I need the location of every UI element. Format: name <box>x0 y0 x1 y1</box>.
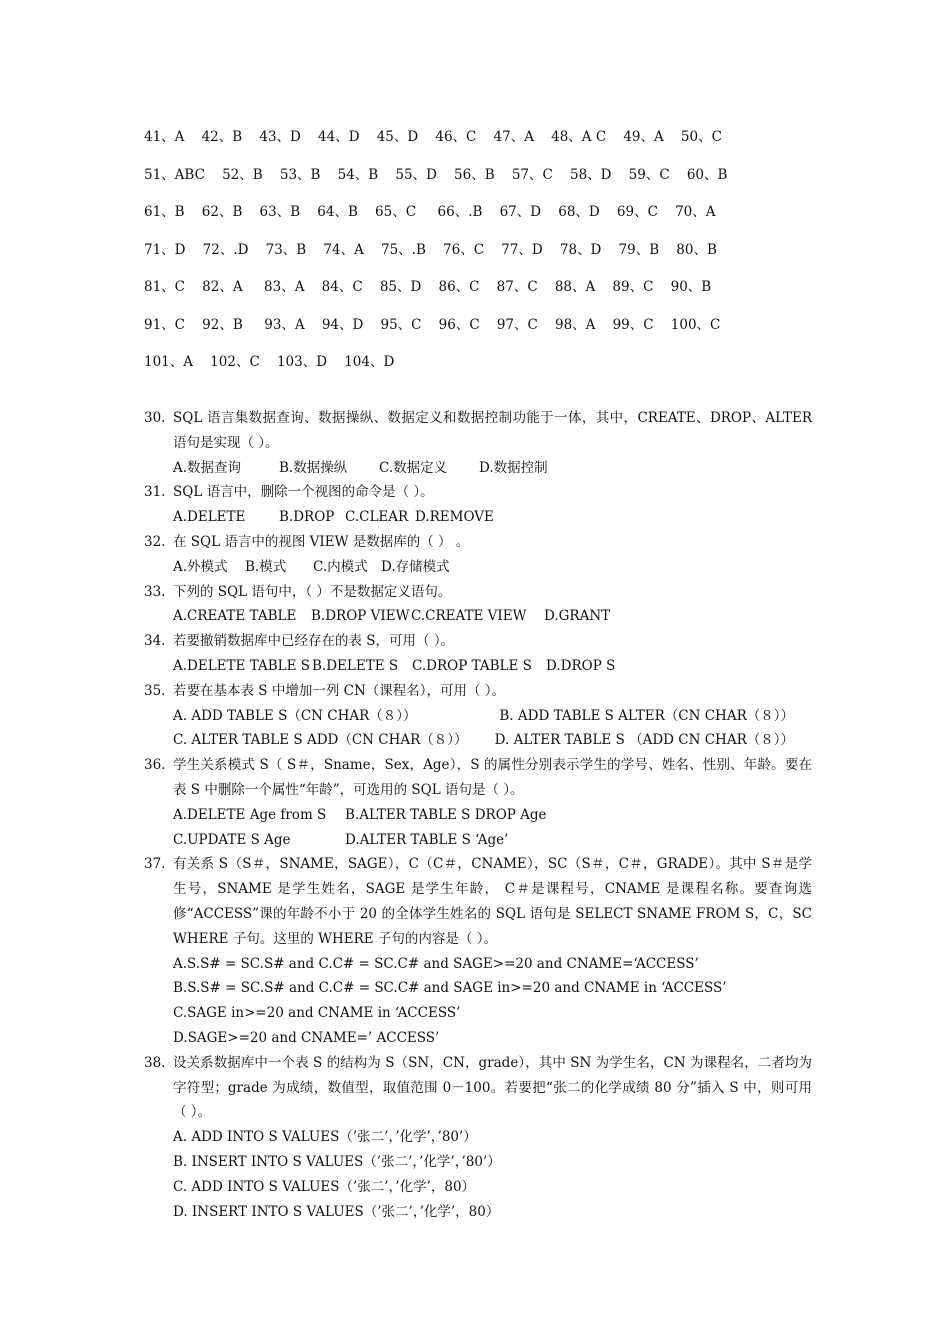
option-c: C.CLEAR <box>345 509 409 526</box>
option-b: B.数据操纵 <box>279 459 348 476</box>
question-38 <box>144 1051 812 1225</box>
option-c: C.CREATE VIEW <box>411 608 527 625</box>
question-number: 34. <box>144 633 166 650</box>
option-c: C.数据定义 <box>379 459 448 476</box>
question-text: 学生关系模式 S（ S＃，Sname，Sex，Age），S 的属性分别表示学生的学号、姓名、性别、年龄。要在表 S 中删除一个属性“年龄”，可选用的 SQL 语句是（ ）。 <box>173 757 812 798</box>
option-a: A.DELETE <box>173 509 246 526</box>
answer-line: 41、A 42、B 43、D 44、D 45、D 46、C 47、A 48、A C 49、A 50、C <box>144 129 722 145</box>
question-text: 有关系 S（S＃，SNAME，SAGE），C（C＃，CNAME），SC（S＃，C＃，GRADE）。其中 S＃是学生号，SNAME 是学生姓名，SAGE 是学生年龄， C＃是课程号，CNAME 是课程名称。要查询选修“ACCESS”课的年龄不小于 20 的全体学生姓名的 SQL 语句是 SELECT SNAME FROM S，C，SC WHERE 子句。这里的 WHERE 子句的内容是（ ）。 <box>173 856 812 947</box>
answer-key <box>144 126 824 389</box>
question-30 <box>144 406 812 480</box>
option-a: A. ADD TABLE S（CN CHAR（８）） <box>173 707 417 724</box>
options-row <box>173 604 812 629</box>
option-a: A.DELETE TABLE S <box>173 657 310 674</box>
question-number: 33. <box>144 583 166 600</box>
option-c: C.内模式 <box>313 558 368 575</box>
question-36 <box>144 753 812 852</box>
question-number: 35. <box>144 682 166 699</box>
question-number: 36. <box>144 757 166 774</box>
option-b: B. INSERT INTO S VALUES（’张二’，’化学’，’80’） <box>173 1153 501 1170</box>
option-a: A.S.S# = SC.S# and C.C# = SC.C# and SAGE>=20 and CNAME=‘ACCESS’ <box>173 955 699 972</box>
option-d: D.ALTER TABLE S ‘Age’ <box>345 831 509 848</box>
option-a: A.外模式 <box>173 558 228 575</box>
option-b: B. ADD TABLE S ALTER（CN CHAR（８）） <box>499 707 794 724</box>
question-text: SQL 语言中，删除一个视图的命令是（ ）。 <box>173 484 434 501</box>
options-row <box>173 555 812 580</box>
question-text: SQL 语言集数据查询、数据操纵、数据定义和数据控制功能于一体，其中，CREATE、DROP、ALTER 语句是实现（ ）。 <box>173 410 812 451</box>
option-b: B.ALTER TABLE S DROP Age <box>345 806 547 823</box>
answer-line: 71、D 72、.D 73、B 74、A 75、.B 76、C 77、D 78、D 79、B 80、B <box>144 241 717 258</box>
options-row <box>173 654 812 679</box>
option-b: B.DROP <box>279 509 335 526</box>
option-b: B.模式 <box>245 558 287 575</box>
options-row <box>173 704 812 729</box>
option-d: D.SAGE>=20 and CNAME=’ ACCESS’ <box>173 1029 440 1046</box>
option-d: D.DROP S <box>546 657 616 674</box>
answer-line: 91、C 92、B 93、A 94、D 95、C 96、C 97、C 98、A 99、C 100、C <box>144 316 721 333</box>
option-c: C.SAGE in>=20 and CNAME in ‘ACCESS’ <box>173 1005 461 1022</box>
option-a: A. ADD INTO S VALUES（’张二’，’化学’，’80’） <box>173 1129 477 1146</box>
question-34 <box>144 629 812 679</box>
options-row <box>173 828 812 853</box>
answer-line: 81、C 82、A 83、A 84、C 85、D 86、C 87、C 88、A 89、C 90、B <box>144 279 712 295</box>
option-c: C.DROP TABLE S <box>412 657 532 674</box>
question-text: 在 SQL 语言中的视图 VIEW 是数据库的（ ） 。 <box>173 533 470 550</box>
options-row <box>173 505 812 530</box>
question-text: 若要在基本表 S 中增加一列 CN（课程名），可用（ ）。 <box>173 682 506 699</box>
options-row <box>173 803 812 828</box>
option-b: B.DROP VIEW <box>311 608 410 625</box>
question-37 <box>144 852 812 1050</box>
question-number: 30. <box>144 410 166 426</box>
option-c: C. ALTER TABLE S ADD（CN CHAR（８）） <box>173 732 468 749</box>
option-d: D. INSERT INTO S VALUES（’张二’，’化学’，80） <box>173 1203 500 1220</box>
question-32 <box>144 530 812 580</box>
options-row <box>173 728 812 753</box>
option-a: A.数据查询 <box>173 459 242 476</box>
question-text: 设关系数据库中一个表 S 的结构为 S（SN，CN，grade），其中 SN 为学生名，CN 为课程名，二者均为字符型；grade 为成绩，数值型，取值范围 0－100。若要把“张二的化学成绩 80 分”插入 S 中，则可用（ ）。 <box>173 1054 812 1121</box>
answer-line: 51、ABC 52、B 53、B 54、B 55、D 56、B 57、C 58、D 59、C 60、B <box>144 166 728 183</box>
question-number: 31. <box>144 484 166 501</box>
answer-line: 101、A 102、C 103、D 104、D <box>144 354 395 370</box>
option-c: C.UPDATE S Age <box>173 831 291 848</box>
option-a: A.CREATE TABLE <box>173 608 297 625</box>
option-a: A.DELETE Age from S <box>173 806 327 823</box>
question-31 <box>144 480 812 530</box>
question-35 <box>144 679 812 753</box>
question-33 <box>144 580 812 630</box>
question-text: 下列的 SQL 语句中，（ ）不是数据定义语句。 <box>173 583 452 600</box>
question-list <box>144 406 812 1224</box>
option-d: D.REMOVE <box>415 509 494 526</box>
options-row <box>173 456 812 481</box>
option-b: B.S.S# = SC.S# and C.C# = SC.C# and SAGE in>=20 and CNAME in ‘ACCESS’ <box>173 980 727 997</box>
question-number: 37. <box>144 856 166 873</box>
option-d: D.GRANT <box>544 608 611 625</box>
option-d: D.数据控制 <box>479 459 548 476</box>
option-d: D.存储模式 <box>381 558 450 575</box>
option-d: D. ALTER TABLE S （ADD CN CHAR（８）） <box>494 732 794 749</box>
question-number: 32. <box>144 533 166 550</box>
question-number: 38. <box>144 1054 166 1071</box>
answer-line: 61、B 62、B 63、B 64、B 65、C 66、.B 67、D 68、D 69、C 70、A <box>144 204 716 220</box>
question-text: 若要撤销数据库中已经存在的表 S，可用（ ）。 <box>173 633 455 650</box>
option-c: C. ADD INTO S VALUES（’张二’，’化学’，80） <box>173 1178 476 1195</box>
option-b: B.DELETE S <box>312 657 399 674</box>
